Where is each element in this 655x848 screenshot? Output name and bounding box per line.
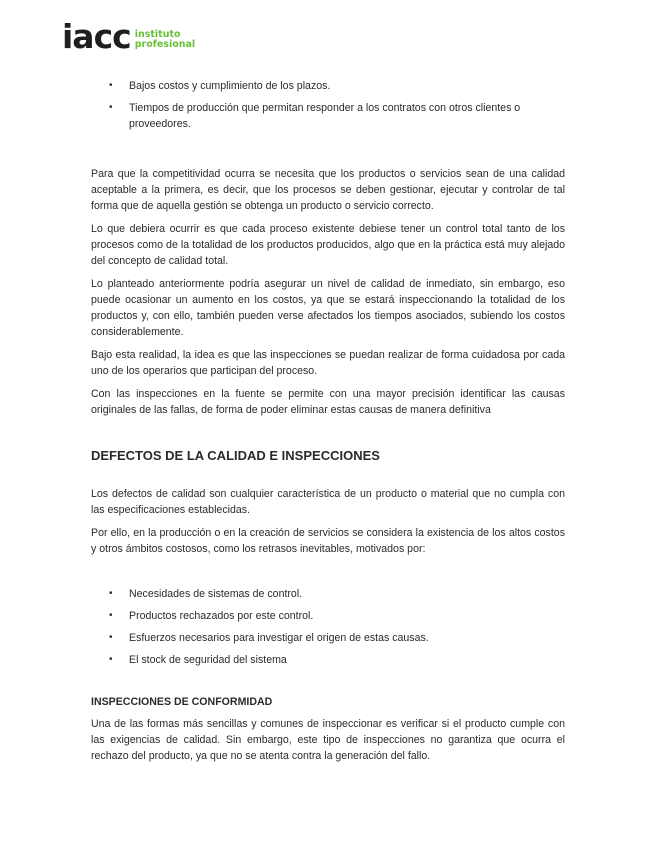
list-item — [91, 586, 565, 602]
paragraph: Lo que debiera ocurrir es que cada proceso existente debiese tener un control total tanto de los procesos como de la totalidad de los productos producidos, algo que en la práctica está muy alejado del concepto de calidad total. — [91, 223, 565, 267]
section-heading: DEFECTOS DE LA CALIDAD E INSPECCIONES — [91, 448, 380, 463]
logo-line-2: profesional — [134, 39, 196, 50]
bullet-icon: • — [109, 610, 113, 621]
list-item-text: Esfuerzos necesarios para investigar el origen de estas causas. — [129, 632, 429, 644]
paragraph: Los defectos de calidad son cualquier característica de un producto o material que no cumpla con las especificaciones establecidas. — [91, 488, 565, 516]
logo-subtitle — [135, 30, 195, 50]
list-item — [91, 652, 565, 668]
paragraph: Para que la competitividad ocurra se necesita que los productos o servicios sean de una calidad aceptable a la primera, es decir, que los procesos se deben gestionar, ejecutar y controlar de tal forma que de aquella gestión se obtenga un producto o servicio correcto. — [91, 168, 565, 212]
bullet-icon: • — [109, 102, 113, 113]
bullet-icon: • — [109, 588, 113, 599]
paragraph: Con las inspecciones en la fuente se permite con una mayor precisión identificar las causas originales de las fallas, de forma de poder eliminar estas causas de manera definitiva — [91, 388, 565, 416]
logo-wordmark: iacc — [62, 17, 131, 56]
bullet-icon: • — [109, 80, 113, 91]
list-item-text: Tiempos de producción que permitan responder a los contratos con otros clientes o proveedores. — [129, 102, 521, 130]
logo-line-1: instituto — [134, 29, 181, 40]
document-body — [91, 78, 565, 771]
list-item-text: Necesidades de sistemas de control. — [129, 588, 303, 600]
bullet-icon: • — [109, 654, 113, 665]
list-item-text: Bajos costos y cumplimiento de los plazos. — [129, 80, 331, 92]
list-item-text: El stock de seguridad del sistema — [129, 654, 287, 666]
bullet-icon: • — [109, 632, 113, 643]
list-item-text: Productos rechazados por este control. — [129, 610, 314, 622]
list-item — [91, 608, 565, 624]
bullet-list-top — [91, 78, 565, 132]
paragraph: Una de las formas más sencillas y comunes de inspeccionar es verificar si el producto cumple con las exigencias de calidad. Sin embargo, este tipo de inspecciones no garantiza que ocurra el rechazo del producto, ya que no se atenta contra la generación del fallo. — [91, 718, 565, 762]
bullet-list-bottom — [91, 586, 565, 668]
list-item — [91, 100, 565, 132]
list-item — [91, 78, 565, 94]
list-item — [91, 630, 565, 646]
paragraph: Por ello, en la producción o en la creación de servicios se considera la existencia de los altos costos y otros ámbitos costosos, como los retrasos inevitables, motivados por: — [91, 527, 565, 555]
subsection-heading: INSPECCIONES DE CONFORMIDAD — [91, 696, 273, 708]
institution-logo — [62, 17, 196, 56]
paragraph: Lo planteado anteriormente podría asegurar un nivel de calidad de inmediato, sin embargo, eso puede ocasionar un aumento en los costos, ya que se estará inspeccionando la totalidad de los productos y, con ello, también pueden verse afectados los tiempos asociados, subiendo los costos considerablemente. — [91, 278, 565, 338]
paragraph: Bajo esta realidad, la idea es que las inspecciones se puedan realizar de forma cuidadosa por cada uno de los operarios que participan del proceso. — [91, 349, 565, 377]
